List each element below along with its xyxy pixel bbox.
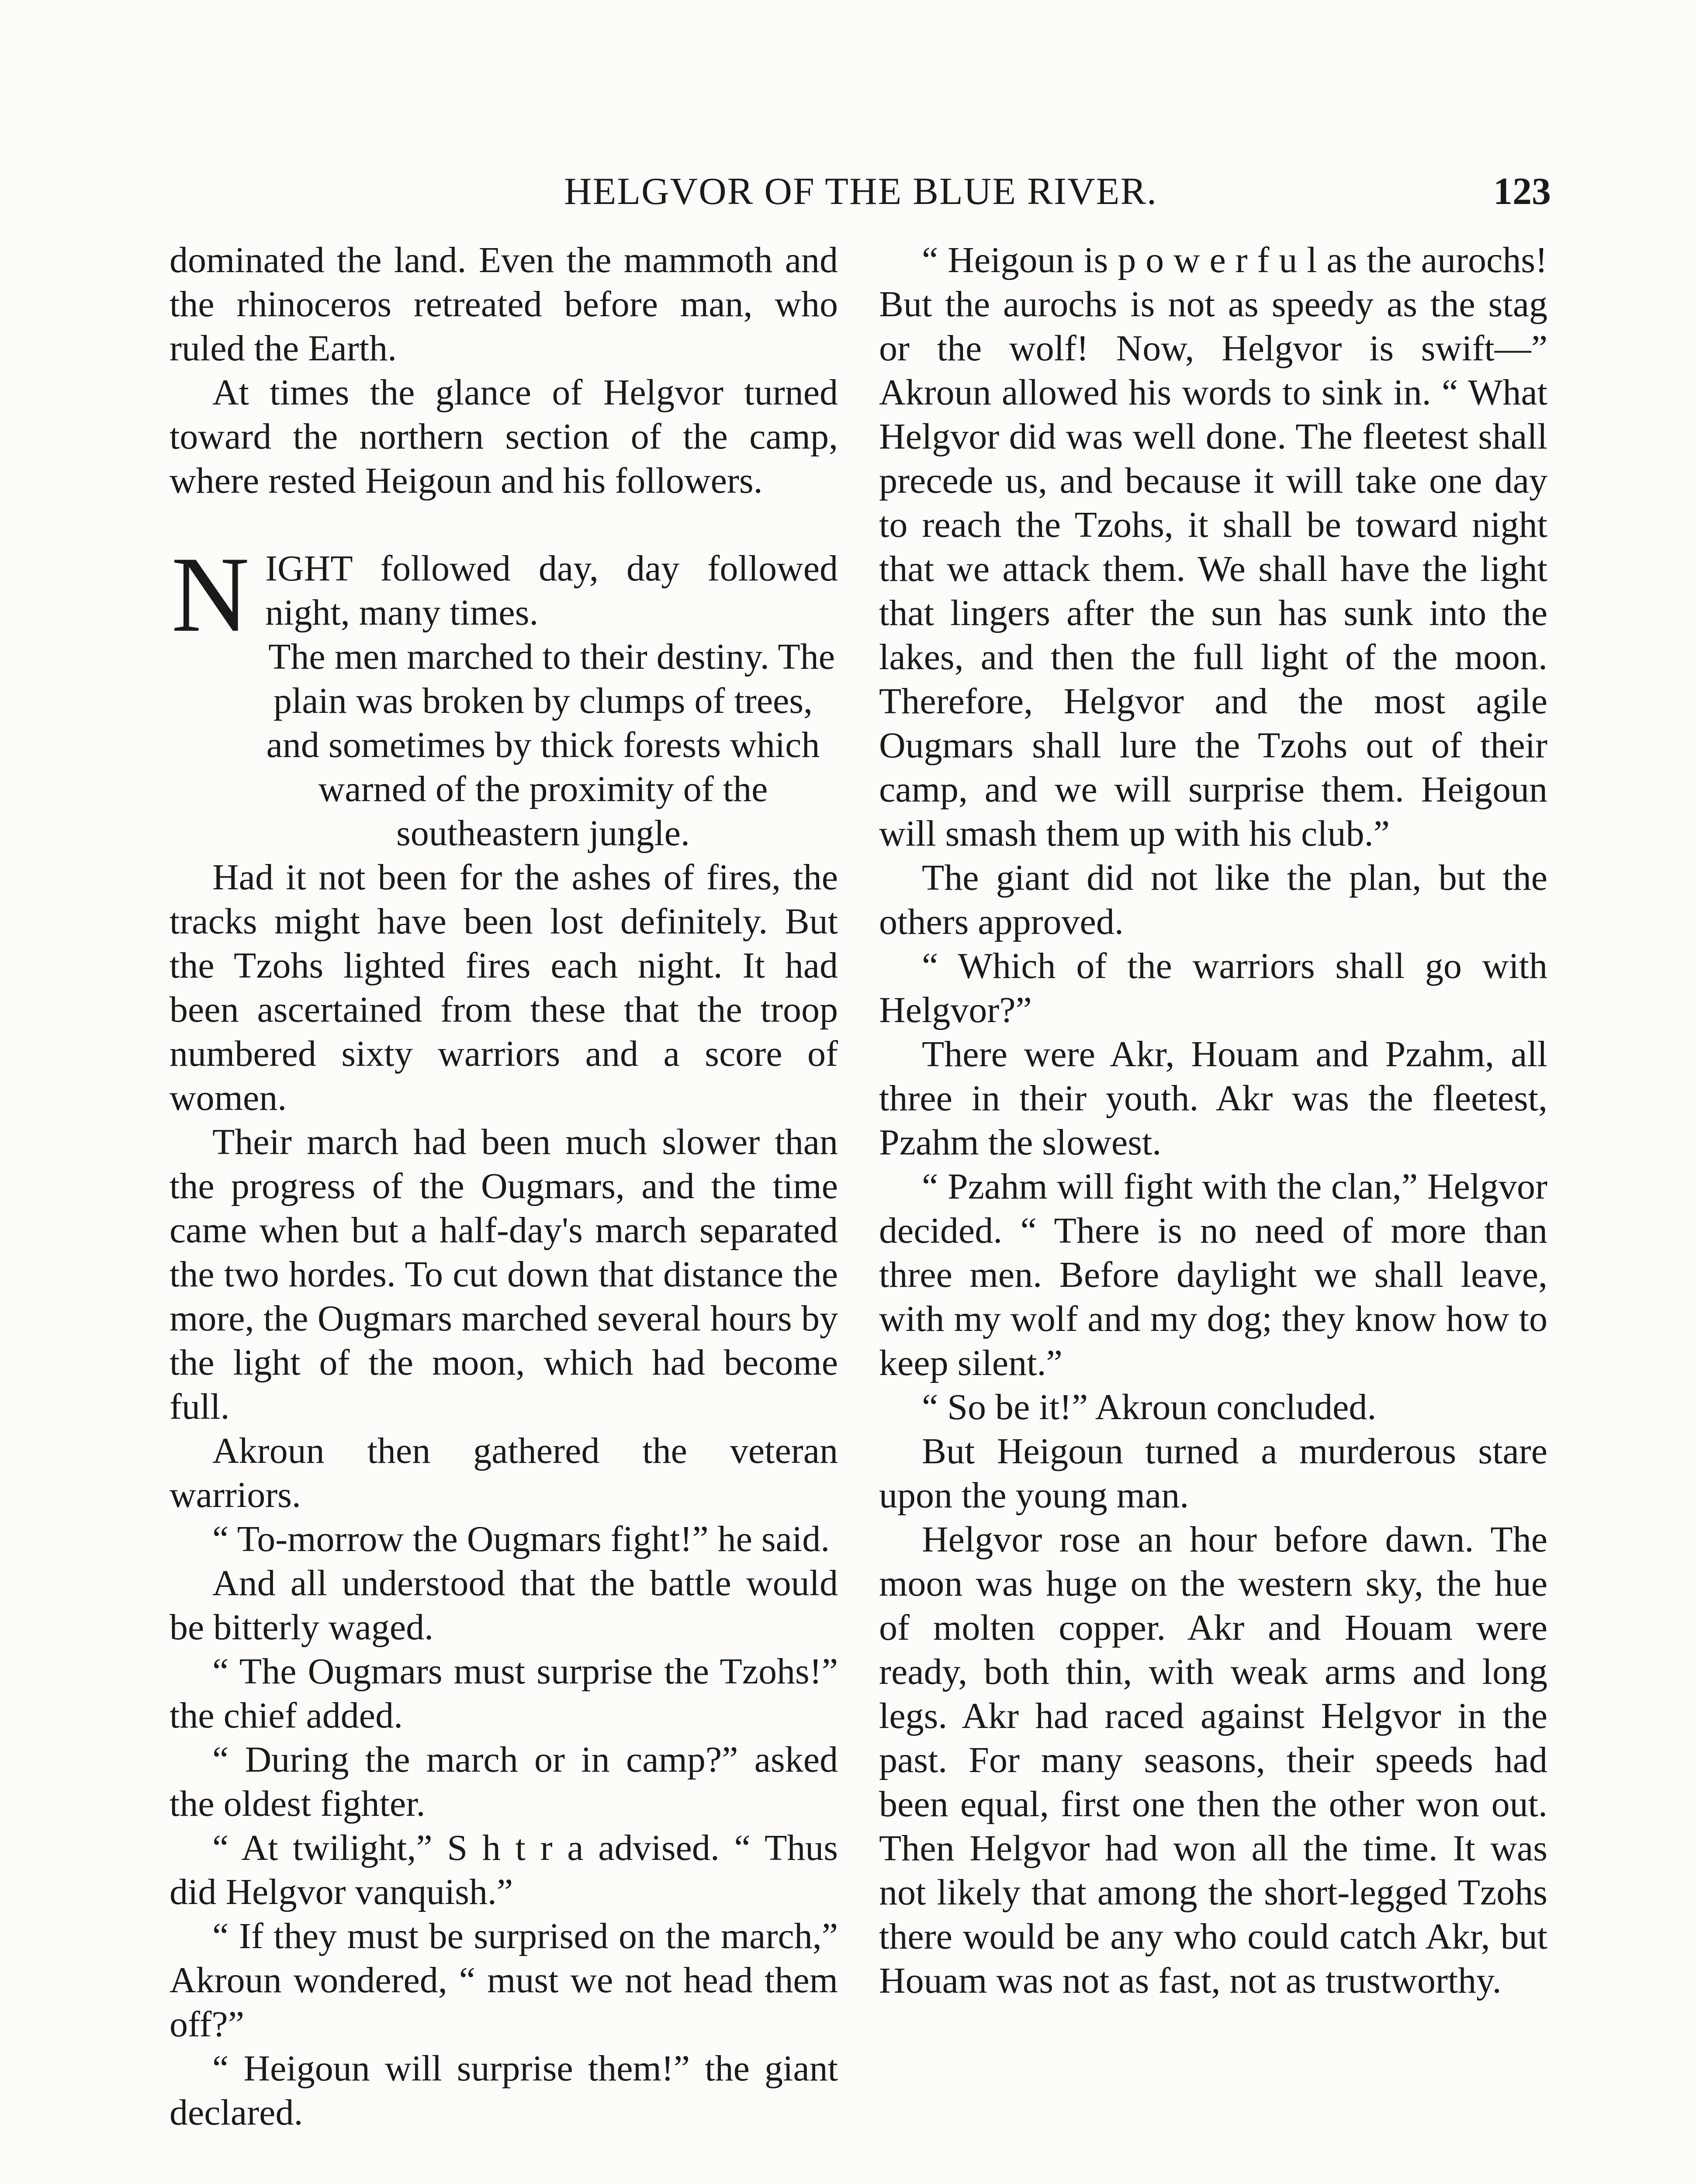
paragraph: “ During the march or in camp?” asked the oldest fighter. xyxy=(170,1739,838,1824)
paragraph: There were Akr, Houam and Pzahm, all three in their youth. Akr was the fleetest, Pzahm the slowest. xyxy=(879,1034,1547,1163)
paragraph: “ Which of the warriors shall go with Helgvor?” xyxy=(879,946,1547,1030)
paragraph: “ If they must be surprised on the march,” Akroun wondered, “ must we not head them off?” xyxy=(170,1916,838,2045)
paragraph: “ The Ougmars must surprise the Tzohs!” the chief added. xyxy=(170,1651,838,1736)
paragraph: Akroun then gathered the veteran warriors. xyxy=(170,1431,838,1515)
drop-cap-continuation: The men marched to their destiny. The plain was broken by clumps of trees, and sometimes by thick forests which warned of the proximity of the southeastern jungle. xyxy=(266,636,835,854)
running-title: HELGVOR OF THE BLUE RIVER. xyxy=(564,170,1158,213)
drop-cap-letter: N xyxy=(171,534,250,654)
paragraph: “ To-morrow the Ougmars fight!” he said. xyxy=(212,1519,830,1559)
paragraph: And all understood that the battle would be bitterly waged. xyxy=(170,1563,838,1648)
paragraph: dominated the land. Even the mammoth and the rhinoceros retreated before man, who ruled the Earth. xyxy=(170,240,838,369)
drop-cap-paragraph xyxy=(170,534,838,855)
paragraph: “ So be it!” Akroun concluded. xyxy=(922,1387,1377,1427)
paragraph: “ Pzahm will fight with the clan,” Helgvor decided. “ There is no need of more than three men. Before daylight we shall leave, with my wolf and my dog; they know how to keep silent.” xyxy=(879,1166,1547,1383)
paragraph: The giant did not like the plan, but the others approved. xyxy=(879,857,1547,942)
paragraph: Helgvor rose an hour before dawn. The moon was huge on the western sky, the hue of molten copper. Akr and Houam were ready, both thin, with weak arms and long legs. Akr had raced against Helgvor in the past. For many seasons, their speeds had been equal, first one then the other won out. Then Helgvor had won all the time. It was not likely that among the short-legged Tzohs there would be any who could catch Akr, but Houam was not as fast, not as trustworthy. xyxy=(879,1519,1547,2001)
paragraph: But Heigoun turned a murderous stare upon the young man. xyxy=(879,1431,1547,1516)
paragraph: “ Heigoun will surprise them!” the giant declared. xyxy=(170,2048,838,2133)
paragraph: At times the glance of Helgvor turned toward the northern section of the camp, where rested Heigoun and his followers. xyxy=(170,372,838,501)
running-header xyxy=(170,169,1551,218)
drop-cap-first-line: IGHT followed day, day followed night, many times. xyxy=(265,548,838,633)
paragraph: Had it not been for the ashes of fires, the tracks might have been lost definitely. But the Tzohs lighted fires each night. It had been ascertained from these that the troop numbered sixty warriors and a score of women. xyxy=(170,857,838,1118)
right-column xyxy=(879,238,1547,2003)
paragraph: Their march had been much slower than the progress of the Ougmars, and the time came when but a half-day's march separated the two hordes. To cut down that distance the more, the Ougmars marched several hours by the light of the moon, which had become full. xyxy=(170,1122,838,1427)
paragraph: “ Heigoun is p o w e r f u l as the aurochs! But the aurochs is not as speedy as the stag or the wolf! Now, Helgvor is swift—” Akroun allowed his words to sink in. “ What Helgvor did was well done. The fleetest shall precede us, and because it will take one day to reach the Tzohs, it shall be toward night that we attack them. We shall have the light that lingers after the sun has sunk into the lakes, and then the full light of the moon. Therefore, Helgvor and the most agile Ougmars shall lure the Tzohs out of their camp, and we will surprise them. Heigoun will smash them up with his club.” xyxy=(879,240,1547,854)
paragraph: “ At twilight,” S h t r a advised. “ Thus did Helgvor vanquish.” xyxy=(170,1828,838,1912)
page-number: 123 xyxy=(1493,170,1551,213)
left-column xyxy=(170,238,838,2135)
